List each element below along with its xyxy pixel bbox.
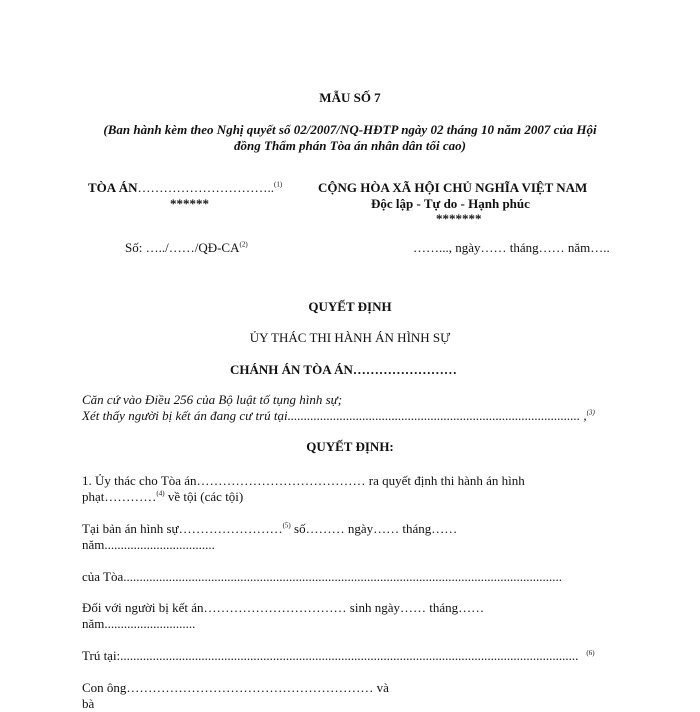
convict-year: năm............................ [82, 616, 196, 631]
form-number: MẪU SỐ 7 [319, 90, 381, 105]
decision-title: QUYẾT ĐỊNH [308, 299, 392, 314]
decision-subject: ỦY THÁC THI HÀNH ÁN HÌNH SỰ [249, 330, 451, 345]
chief-judge-heading: CHÁNH ÁN TÒA ÁN…………………… [230, 362, 457, 377]
parent-line-continued: bà [82, 696, 95, 711]
item1-entrust: 1. Ủy thác cho Tòa án………………………………… ra quyết định thi hành án hình [82, 473, 525, 488]
national-motto: Độc lập - Tự do - Hạnh phúc [371, 196, 530, 211]
national-title: CỘNG HÒA XÃ HỘI CHỦ NGHĨA VIỆT NAM [318, 180, 588, 195]
judgment-year: năm.................................. [82, 537, 215, 552]
issuance-note-line1: (Ban hành kèm theo Nghị quyết số 02/2007/NQ-HĐTP ngày 02 tháng 10 năm 2007 của Hội [103, 122, 597, 137]
judgment-line: Tại bản án hình sự……………………$^{(5)}$ số……… ngày…… tháng…… [82, 521, 458, 536]
of-court-line: của Tòa....................................................................................................................................... [82, 569, 563, 584]
decides-heading: QUYẾT ĐỊNH: [306, 439, 394, 454]
residence-line: Trú tại:............................................................................................................................................. $^{(6)}$ [82, 648, 595, 663]
basis-residence: Xét thấy người bị kết án đang cư trú tại.......................................................................................... ,$^{(3)}$ [82, 408, 595, 423]
convict-line: Đối với người bị kết án…………………………… sinh ngày…… tháng…… [82, 600, 485, 615]
national-stars: ******* [436, 211, 482, 226]
court-name: TÒA ÁN…………………………..$^{(1)}$ [88, 180, 283, 195]
date-place-line: ……..., ngày…… tháng…… năm….. [413, 240, 610, 255]
issuance-note-line2: đồng Thẩm phán Tòa án nhân dân tối cao) [234, 138, 466, 153]
court-stars: ****** [170, 196, 209, 211]
item1-penalty: phạt…………$^{(4)}$ về tội (các tội) [82, 489, 244, 504]
decision-number: Số: …../……/QĐ-CA$^{(2)}$ [125, 240, 248, 255]
parent-line: Con ông………………………………………………… và [82, 680, 389, 695]
basis-legal: Căn cứ vào Điều 256 của Bộ luật tố tụng hình sự; [82, 392, 343, 407]
